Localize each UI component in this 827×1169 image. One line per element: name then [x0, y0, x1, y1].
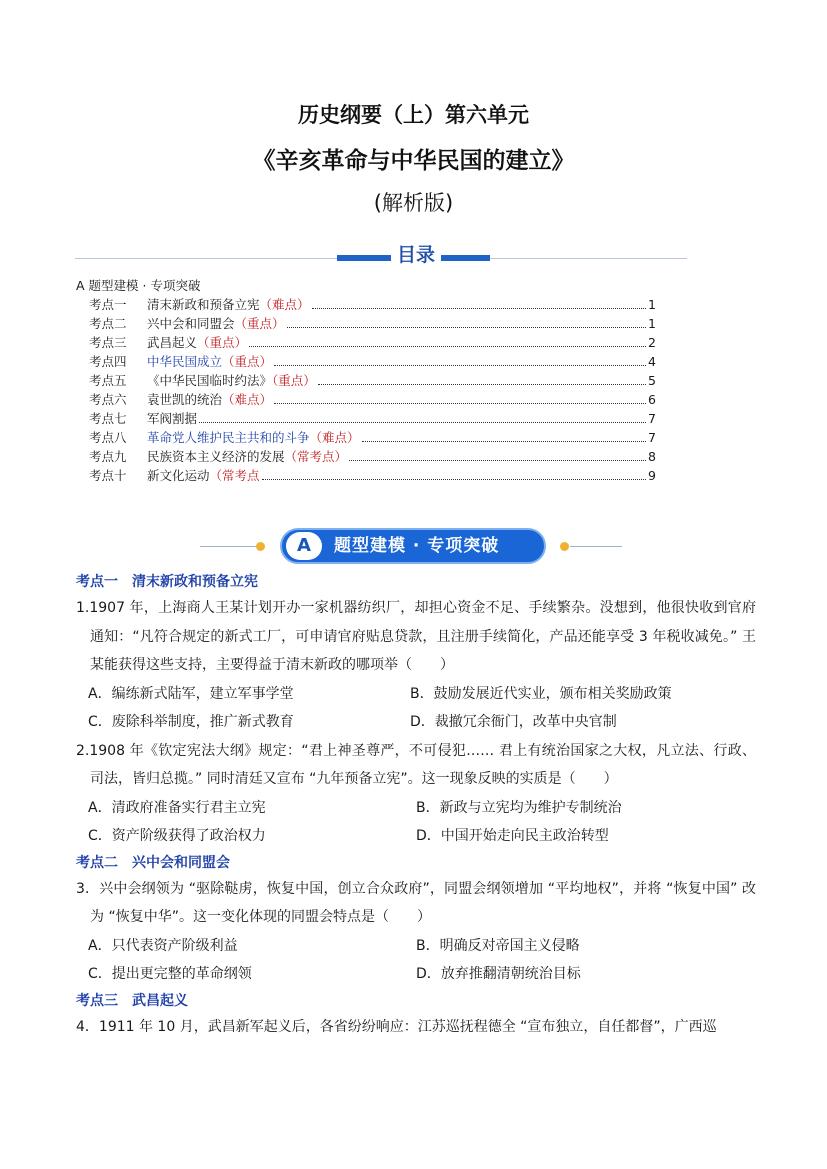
toc-entry-text [147, 409, 197, 428]
toc-entry-title: 清末新政和预备立宪 [147, 297, 260, 312]
option-row [76, 680, 756, 709]
toc-entry-text [147, 390, 272, 409]
toc-entry[interactable] [76, 333, 656, 352]
section-heading: 考点二 兴中会和同盟会 [76, 854, 230, 871]
toc-entry-page: 9 [648, 468, 656, 483]
banner-letter: A [286, 532, 322, 560]
toc-entry-text [147, 428, 360, 447]
toc-entry-text [147, 352, 272, 371]
toc-entry-leader [199, 422, 646, 423]
toc-entry-text [147, 447, 347, 466]
option-c: C．资产阶级获得了政治权力 [88, 828, 266, 844]
option-b: B．明确反对帝国主义侵略 [416, 937, 580, 954]
toc-entry-number: 考点七 [89, 411, 127, 426]
option-row [76, 960, 756, 989]
question-stem: 3．兴中会纲领为 “驱除鞑虏，恢复中国，创立合众政府”，同盟会纲领增加 “平均地权”，并将 “恢复中国” 改为 “恢复中华”。这一变化体现的同盟会特点是（ ） [76, 880, 756, 925]
toc-entry-number: 考点九 [89, 449, 127, 464]
toc-entry-tag: （重点） [234, 316, 285, 331]
banner-dot-right [560, 542, 569, 551]
toc-entry-leader [349, 460, 646, 461]
toc-entry-text [147, 466, 260, 485]
toc-header-bar-left [337, 255, 391, 261]
toc-entry-title: 武昌起义 [147, 335, 198, 350]
option-a: A．清政府准备实行君主立宪 [88, 799, 266, 816]
toc-entry-number: 考点八 [89, 430, 127, 445]
toc-entry-title: 《中华民国临时约法》 [147, 373, 273, 388]
toc-entry[interactable] [76, 466, 656, 485]
toc-list [76, 295, 656, 485]
toc-entry-page: 7 [648, 430, 656, 445]
toc-entry-title: 革命党人维护民主共和的斗争 [147, 430, 310, 445]
toc-entry-text [147, 295, 310, 314]
toc-entry[interactable] [76, 409, 656, 428]
toc-entry-tag: （重点） [197, 335, 248, 350]
toc-entry-page: 4 [648, 354, 656, 369]
toc-entry-number: 考点十 [89, 468, 127, 483]
option-row [76, 822, 756, 851]
toc-entry-page: 2 [648, 335, 656, 350]
toc-entry-tag: （难点） [309, 430, 360, 445]
toc-entry-title: 民族资本主义经济的发展 [147, 449, 285, 464]
toc-entry-page: 1 [648, 316, 656, 331]
toc-header [75, 240, 687, 270]
toc-entry-text [147, 371, 316, 390]
question-body [76, 570, 756, 1041]
toc-label: 目录 [391, 240, 441, 267]
toc-entry-leader [274, 403, 646, 404]
question-stem: 1.1907 年，上海商人王某计划开办一家机器纺织厂，却担心资金不足、手续繁杂。没想到，他很快收到官府通知：“凡符合规定的新式工厂，可申请官府贴息贷款，且注册手续简化，产品还能享受 3 年税收减免。” 王某能获得这些支持，主要得益于清末新政的哪项举（ ） [76, 600, 756, 673]
toc-entry[interactable] [76, 295, 656, 314]
toc-entry-leader [249, 346, 646, 347]
toc-entry[interactable] [76, 428, 656, 447]
toc-entry-title: 兴中会和同盟会 [147, 316, 235, 331]
toc-entry-page: 6 [648, 392, 656, 407]
toc-entry-title: 军阀割据 [147, 411, 198, 426]
toc-entry[interactable] [76, 390, 656, 409]
banner-text: 题型建模 · 专项突破 [334, 536, 500, 556]
table-of-contents [76, 276, 656, 485]
option-b: B．鼓励发展近代实业，颁布相关奖励政策 [410, 685, 672, 702]
document-edition: (解析版) [373, 191, 454, 215]
toc-entry-leader [318, 384, 646, 385]
toc-entry-tag: （常考点 [209, 468, 260, 483]
toc-entry-tag: （难点） [259, 297, 310, 312]
toc-entry-leader [312, 308, 646, 309]
option-row [76, 708, 756, 737]
toc-entry-number: 考点三 [89, 335, 127, 350]
toc-entry-leader [274, 365, 646, 366]
toc-entry-page: 5 [648, 373, 656, 388]
toc-entry[interactable] [76, 314, 656, 333]
toc-entry-text [147, 333, 247, 352]
option-a: A．只代表资产阶级利益 [88, 937, 238, 954]
toc-entry-title: 中华民国成立 [147, 354, 223, 369]
toc-entry-text [147, 314, 285, 333]
toc-header-bar-right [441, 255, 490, 261]
banner-dot-left [256, 542, 265, 551]
option-a: A．编练新式陆军，建立军事学堂 [88, 685, 294, 702]
question-stem: 2.1908 年《钦定宪法大纲》规定：“君上神圣尊严，不可侵犯…… 君上有统治国家之大权，凡立法、行政、司法，皆归总揽。” 同时清廷又宣布 “九年预备立宪”。这一现象反映的实质是（ ） [76, 742, 756, 787]
toc-entry-number: 考点二 [89, 316, 127, 331]
toc-entry-tag: （难点） [222, 392, 273, 407]
toc-entry-page: 1 [648, 297, 656, 312]
toc-entry-leader [362, 441, 646, 442]
option-row [76, 932, 756, 961]
question-stem: 4．1911 年 10 月，武昌新军起义后，各省纷纷响应：江苏巡抚程德全 “宣布独立，自任都督”，广西巡 [76, 1018, 717, 1035]
section-banner [200, 526, 620, 566]
toc-entry[interactable] [76, 371, 656, 390]
toc-entry-title: 袁世凯的统治 [147, 392, 223, 407]
option-d: D．放弃推翻清朝统治目标 [416, 966, 581, 982]
document-subtitle: 《辛亥革命与中华民国的建立》 [252, 148, 575, 174]
toc-entry-tag: （重点） [272, 373, 316, 388]
toc-entry-page: 8 [648, 449, 656, 464]
toc-entry[interactable] [76, 352, 656, 371]
toc-entry-leader [287, 327, 646, 328]
option-c: C．提出更完整的革命纲领 [88, 966, 252, 982]
option-row [76, 794, 756, 823]
toc-entry-number: 考点四 [89, 354, 127, 369]
option-c: C．废除科举制度，推广新式教育 [88, 714, 294, 730]
toc-entry-number: 考点一 [89, 297, 127, 312]
document-title: 历史纲要（上）第六单元 [298, 103, 529, 127]
option-d: D．裁撤冗余衙门，改革中央官制 [410, 714, 617, 730]
toc-entry[interactable] [76, 447, 656, 466]
option-b: B．新政与立宪均为维护专制统治 [416, 799, 622, 816]
toc-entry-leader [262, 479, 646, 480]
section-heading: 考点一 清末新政和预备立宪 [76, 574, 258, 590]
toc-section-title[interactable]: A 题型建模 · 专项突破 [76, 278, 201, 293]
toc-entry-page: 7 [648, 411, 656, 426]
banner-line-right [570, 546, 622, 547]
toc-entry-number: 考点五 [89, 373, 127, 388]
option-d: D．中国开始走向民主政治转型 [416, 828, 609, 844]
toc-entry-number: 考点六 [89, 392, 127, 407]
toc-entry-title: 新文化运动 [147, 468, 210, 483]
banner-line-left [200, 546, 262, 547]
toc-entry-tag: （重点） [222, 354, 273, 369]
toc-entry-tag: （常考点） [284, 449, 348, 464]
section-heading: 考点三 武昌起义 [76, 992, 188, 1009]
